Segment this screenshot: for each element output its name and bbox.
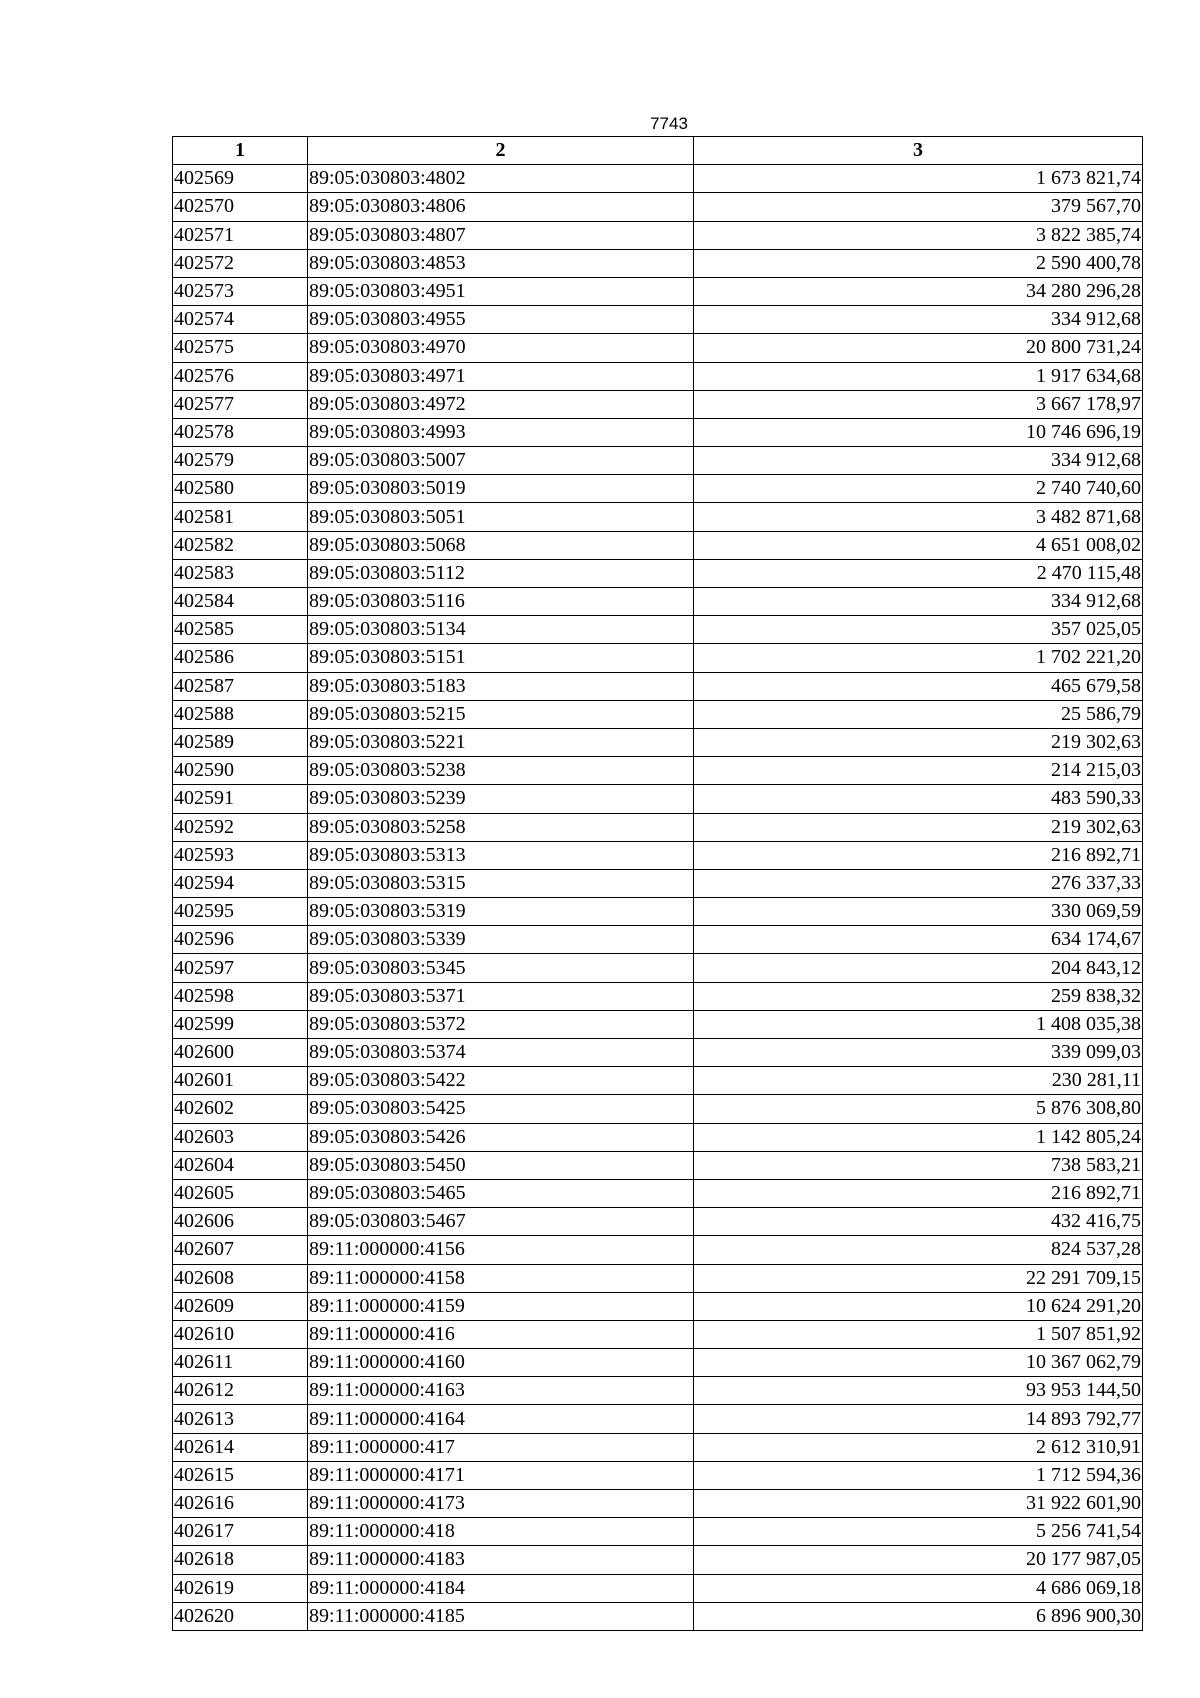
value-cell: 1 702 221,20 [694, 644, 1143, 672]
row-number-cell: 402585 [173, 616, 308, 644]
table-row [173, 757, 1143, 785]
row-number-cell: 402613 [173, 1405, 308, 1433]
cadastral-number-cell: 89:05:030803:5372 [308, 1010, 694, 1038]
table-row [173, 1405, 1143, 1433]
cadastral-number-cell: 89:05:030803:5007 [308, 447, 694, 475]
value-cell: 219 302,63 [694, 728, 1143, 756]
row-number-cell: 402618 [173, 1546, 308, 1574]
row-number-cell: 402610 [173, 1320, 308, 1348]
row-number-cell: 402571 [173, 221, 308, 249]
cadastral-number-cell: 89:11:000000:417 [308, 1433, 694, 1461]
cadastral-number-cell: 89:05:030803:4993 [308, 418, 694, 446]
cadastral-number-cell: 89:05:030803:4972 [308, 390, 694, 418]
cadastral-number-cell: 89:05:030803:5238 [308, 757, 694, 785]
cadastral-number-cell: 89:11:000000:4184 [308, 1574, 694, 1602]
table-row [173, 1067, 1143, 1095]
table-row [173, 1461, 1143, 1489]
cadastral-number-cell: 89:05:030803:5319 [308, 898, 694, 926]
cadastral-number-cell: 89:05:030803:4951 [308, 277, 694, 305]
row-number-cell: 402584 [173, 588, 308, 616]
table-row [173, 1151, 1143, 1179]
value-cell: 14 893 792,77 [694, 1405, 1143, 1433]
value-cell: 1 507 851,92 [694, 1320, 1143, 1348]
value-cell: 219 302,63 [694, 813, 1143, 841]
value-cell: 230 281,11 [694, 1067, 1143, 1095]
row-number-cell: 402569 [173, 165, 308, 193]
table-row [173, 193, 1143, 221]
row-number-cell: 402575 [173, 334, 308, 362]
row-number-cell: 402589 [173, 728, 308, 756]
value-cell: 824 537,28 [694, 1236, 1143, 1264]
table-row [173, 1518, 1143, 1546]
value-cell: 20 800 731,24 [694, 334, 1143, 362]
cadastral-number-cell: 89:05:030803:5258 [308, 813, 694, 841]
row-number-cell: 402594 [173, 869, 308, 897]
row-number-cell: 402608 [173, 1264, 308, 1292]
value-cell: 4 686 069,18 [694, 1574, 1143, 1602]
cadastral-number-cell: 89:05:030803:5450 [308, 1151, 694, 1179]
table-row [173, 616, 1143, 644]
table-row [173, 1546, 1143, 1574]
value-cell: 2 470 115,48 [694, 559, 1143, 587]
cadastral-number-cell: 89:05:030803:5313 [308, 841, 694, 869]
cadastral-number-cell: 89:05:030803:5374 [308, 1039, 694, 1067]
table-row [173, 1236, 1143, 1264]
value-cell: 634 174,67 [694, 926, 1143, 954]
row-number-cell: 402577 [173, 390, 308, 418]
cadastral-number-cell: 89:11:000000:4173 [308, 1490, 694, 1518]
table-row [173, 926, 1143, 954]
table-row [173, 1574, 1143, 1602]
value-cell: 2 590 400,78 [694, 249, 1143, 277]
row-number-cell: 402570 [173, 193, 308, 221]
cadastral-number-cell: 89:11:000000:4185 [308, 1602, 694, 1630]
value-cell: 10 746 696,19 [694, 418, 1143, 446]
table-row [173, 447, 1143, 475]
table-row [173, 898, 1143, 926]
value-cell: 432 416,75 [694, 1208, 1143, 1236]
cadastral-number-cell: 89:05:030803:5467 [308, 1208, 694, 1236]
value-cell: 216 892,71 [694, 841, 1143, 869]
table-row [173, 728, 1143, 756]
registry-table [172, 136, 1143, 1631]
table-row [173, 1292, 1143, 1320]
value-cell: 5 876 308,80 [694, 1095, 1143, 1123]
value-cell: 334 912,68 [694, 447, 1143, 475]
table-row [173, 418, 1143, 446]
table-row [173, 475, 1143, 503]
value-cell: 204 843,12 [694, 954, 1143, 982]
cadastral-number-cell: 89:05:030803:5339 [308, 926, 694, 954]
row-number-cell: 402599 [173, 1010, 308, 1038]
cadastral-number-cell: 89:11:000000:4183 [308, 1546, 694, 1574]
table-row [173, 644, 1143, 672]
value-cell: 20 177 987,05 [694, 1546, 1143, 1574]
table-body [173, 165, 1143, 1631]
cadastral-number-cell: 89:05:030803:5019 [308, 475, 694, 503]
table-row [173, 954, 1143, 982]
cadastral-number-cell: 89:05:030803:5425 [308, 1095, 694, 1123]
value-cell: 2 740 740,60 [694, 475, 1143, 503]
table-row [173, 1264, 1143, 1292]
column-header-3: 3 [694, 137, 1143, 165]
row-number-cell: 402592 [173, 813, 308, 841]
cadastral-number-cell: 89:05:030803:5215 [308, 700, 694, 728]
table-row [173, 531, 1143, 559]
cadastral-number-cell: 89:05:030803:4802 [308, 165, 694, 193]
cadastral-number-cell: 89:05:030803:5371 [308, 982, 694, 1010]
row-number-cell: 402611 [173, 1349, 308, 1377]
value-cell: 5 256 741,54 [694, 1518, 1143, 1546]
row-number-cell: 402615 [173, 1461, 308, 1489]
cadastral-number-cell: 89:05:030803:4853 [308, 249, 694, 277]
table-row [173, 1320, 1143, 1348]
row-number-cell: 402602 [173, 1095, 308, 1123]
value-cell: 339 099,03 [694, 1039, 1143, 1067]
table-row [173, 249, 1143, 277]
cadastral-number-cell: 89:05:030803:4970 [308, 334, 694, 362]
value-cell: 1 142 805,24 [694, 1123, 1143, 1151]
value-cell: 1 673 821,74 [694, 165, 1143, 193]
value-cell: 334 912,68 [694, 306, 1143, 334]
value-cell: 334 912,68 [694, 588, 1143, 616]
row-number-cell: 402600 [173, 1039, 308, 1067]
table-row [173, 700, 1143, 728]
value-cell: 93 953 144,50 [694, 1377, 1143, 1405]
table-row [173, 277, 1143, 305]
value-cell: 6 896 900,30 [694, 1602, 1143, 1630]
row-number-cell: 402573 [173, 277, 308, 305]
value-cell: 3 822 385,74 [694, 221, 1143, 249]
table-row [173, 306, 1143, 334]
value-cell: 3 667 178,97 [694, 390, 1143, 418]
cadastral-number-cell: 89:05:030803:5422 [308, 1067, 694, 1095]
cadastral-number-cell: 89:11:000000:4159 [308, 1292, 694, 1320]
row-number-cell: 402591 [173, 785, 308, 813]
cadastral-number-cell: 89:05:030803:4971 [308, 362, 694, 390]
value-cell: 3 482 871,68 [694, 503, 1143, 531]
value-cell: 10 624 291,20 [694, 1292, 1143, 1320]
row-number-cell: 402601 [173, 1067, 308, 1095]
row-number-cell: 402603 [173, 1123, 308, 1151]
row-number-cell: 402583 [173, 559, 308, 587]
table-row [173, 1208, 1143, 1236]
row-number-cell: 402579 [173, 447, 308, 475]
value-cell: 465 679,58 [694, 672, 1143, 700]
cadastral-number-cell: 89:11:000000:4164 [308, 1405, 694, 1433]
table-row [173, 1179, 1143, 1207]
cadastral-number-cell: 89:05:030803:5151 [308, 644, 694, 672]
table-row [173, 1123, 1143, 1151]
cadastral-number-cell: 89:05:030803:4955 [308, 306, 694, 334]
row-number-cell: 402576 [173, 362, 308, 390]
row-number-cell: 402604 [173, 1151, 308, 1179]
row-number-cell: 402578 [173, 418, 308, 446]
row-number-cell: 402588 [173, 700, 308, 728]
cadastral-number-cell: 89:05:030803:5183 [308, 672, 694, 700]
table-row [173, 1490, 1143, 1518]
value-cell: 25 586,79 [694, 700, 1143, 728]
row-number-cell: 402586 [173, 644, 308, 672]
row-number-cell: 402572 [173, 249, 308, 277]
value-cell: 10 367 062,79 [694, 1349, 1143, 1377]
value-cell: 1 917 634,68 [694, 362, 1143, 390]
cadastral-number-cell: 89:05:030803:5068 [308, 531, 694, 559]
table-row [173, 588, 1143, 616]
table-row [173, 334, 1143, 362]
cadastral-number-cell: 89:05:030803:5221 [308, 728, 694, 756]
page-number: 7743 [650, 114, 688, 133]
row-number-cell: 402574 [173, 306, 308, 334]
cadastral-number-cell: 89:05:030803:5315 [308, 869, 694, 897]
table-row [173, 390, 1143, 418]
value-cell: 276 337,33 [694, 869, 1143, 897]
value-cell: 214 215,03 [694, 757, 1143, 785]
row-number-cell: 402620 [173, 1602, 308, 1630]
column-header-1: 1 [173, 137, 308, 165]
cadastral-number-cell: 89:11:000000:418 [308, 1518, 694, 1546]
row-number-cell: 402596 [173, 926, 308, 954]
table-row [173, 1377, 1143, 1405]
cadastral-number-cell: 89:11:000000:4171 [308, 1461, 694, 1489]
row-number-cell: 402587 [173, 672, 308, 700]
table-row [173, 869, 1143, 897]
cadastral-number-cell: 89:11:000000:4160 [308, 1349, 694, 1377]
row-number-cell: 402616 [173, 1490, 308, 1518]
table-row [173, 1095, 1143, 1123]
row-number-cell: 402581 [173, 503, 308, 531]
value-cell: 259 838,32 [694, 982, 1143, 1010]
table-row [173, 1349, 1143, 1377]
table-row [173, 1602, 1143, 1630]
cadastral-number-cell: 89:05:030803:5239 [308, 785, 694, 813]
cadastral-number-cell: 89:11:000000:4158 [308, 1264, 694, 1292]
value-cell: 738 583,21 [694, 1151, 1143, 1179]
table-row [173, 785, 1143, 813]
cadastral-number-cell: 89:05:030803:4807 [308, 221, 694, 249]
table-row [173, 841, 1143, 869]
table-row [173, 221, 1143, 249]
value-cell: 216 892,71 [694, 1179, 1143, 1207]
column-header-2: 2 [308, 137, 694, 165]
table-row [173, 503, 1143, 531]
cadastral-number-cell: 89:11:000000:416 [308, 1320, 694, 1348]
table-row [173, 1010, 1143, 1038]
table-row [173, 982, 1143, 1010]
cadastral-number-cell: 89:11:000000:4156 [308, 1236, 694, 1264]
cadastral-number-cell: 89:11:000000:4163 [308, 1377, 694, 1405]
table-row [173, 165, 1143, 193]
row-number-cell: 402617 [173, 1518, 308, 1546]
value-cell: 379 567,70 [694, 193, 1143, 221]
row-number-cell: 402582 [173, 531, 308, 559]
table-header-row [173, 137, 1143, 165]
value-cell: 357 025,05 [694, 616, 1143, 644]
row-number-cell: 402606 [173, 1208, 308, 1236]
value-cell: 330 069,59 [694, 898, 1143, 926]
cadastral-number-cell: 89:05:030803:5465 [308, 1179, 694, 1207]
table-row [173, 813, 1143, 841]
cadastral-number-cell: 89:05:030803:5345 [308, 954, 694, 982]
row-number-cell: 402595 [173, 898, 308, 926]
row-number-cell: 402593 [173, 841, 308, 869]
value-cell: 4 651 008,02 [694, 531, 1143, 559]
value-cell: 2 612 310,91 [694, 1433, 1143, 1461]
value-cell: 22 291 709,15 [694, 1264, 1143, 1292]
row-number-cell: 402619 [173, 1574, 308, 1602]
row-number-cell: 402614 [173, 1433, 308, 1461]
row-number-cell: 402580 [173, 475, 308, 503]
row-number-cell: 402605 [173, 1179, 308, 1207]
row-number-cell: 402609 [173, 1292, 308, 1320]
cadastral-number-cell: 89:05:030803:5051 [308, 503, 694, 531]
value-cell: 1 408 035,38 [694, 1010, 1143, 1038]
value-cell: 483 590,33 [694, 785, 1143, 813]
row-number-cell: 402607 [173, 1236, 308, 1264]
row-number-cell: 402590 [173, 757, 308, 785]
value-cell: 34 280 296,28 [694, 277, 1143, 305]
value-cell: 31 922 601,90 [694, 1490, 1143, 1518]
row-number-cell: 402597 [173, 954, 308, 982]
table-row [173, 1039, 1143, 1067]
table-row [173, 362, 1143, 390]
cadastral-number-cell: 89:05:030803:5116 [308, 588, 694, 616]
table-row [173, 672, 1143, 700]
cadastral-number-cell: 89:05:030803:5426 [308, 1123, 694, 1151]
cadastral-number-cell: 89:05:030803:4806 [308, 193, 694, 221]
table-row [173, 559, 1143, 587]
row-number-cell: 402612 [173, 1377, 308, 1405]
cadastral-number-cell: 89:05:030803:5112 [308, 559, 694, 587]
cadastral-number-cell: 89:05:030803:5134 [308, 616, 694, 644]
value-cell: 1 712 594,36 [694, 1461, 1143, 1489]
row-number-cell: 402598 [173, 982, 308, 1010]
table-row [173, 1433, 1143, 1461]
